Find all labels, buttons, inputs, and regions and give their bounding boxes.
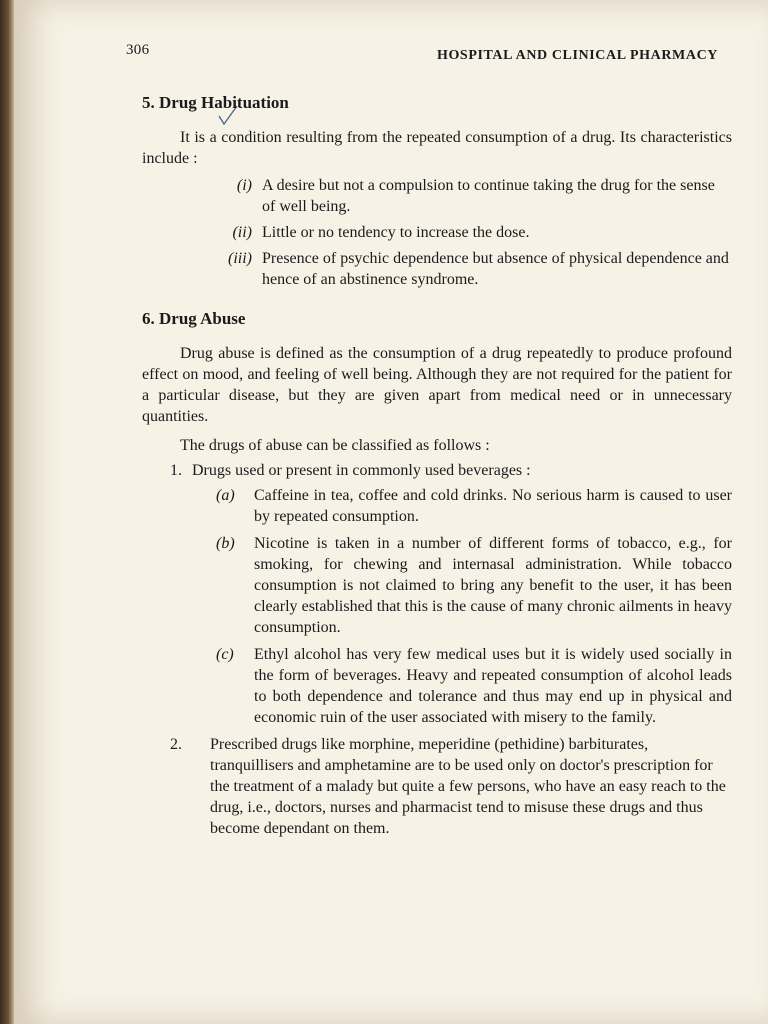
list-item [170,460,732,728]
running-title: HOSPITAL AND CLINICAL PHARMACY [436,48,718,63]
item-text: Presence of psychic dependence but absence of physical dependence and hence of an abstinence syndrome. [262,250,729,288]
page-header [126,42,718,66]
item-number: (c) [216,646,234,663]
section-heading: 5. Drug Habituation [142,93,289,112]
item-number: (i) [236,177,252,194]
list-item [220,175,732,217]
characteristics-list [220,175,732,290]
classification-list [170,460,732,839]
page-content [142,92,732,857]
item-text: Drugs used or present in commonly used beverages : [192,462,531,479]
sub-list-item [216,533,732,638]
classification-intro: The drugs of abuse can be classified as follows : [180,437,490,454]
page-number: 306 [126,42,150,58]
item-number: 2. [170,736,182,753]
item-text: Ethyl alcohol has very few medical uses but it is widely used socially in the form of beverages. Heavy and repeated consumption of alcohol leads to both dependence and tolerance and thus may end up in physical and economic ruin of the user associated with misery to the family. [254,646,732,726]
section-drug-abuse [142,308,732,839]
item-text: A desire but not a compulsion to continue taking the drug for the sense of well being. [262,177,715,215]
book-binding-edge [0,0,14,1024]
section-intro: Drug abuse is defined as the consumption of a drug repeatedly to produce profound effect on mood, and feeling of well being. Although they are not required for the patient for a particular disease, but they are given apart from medical need or in unnecessary quantities. [142,345,732,425]
section-intro: It is a condition resulting from the repeated consumption of a drug. Its characteristics include : [142,129,732,167]
list-item [170,734,732,839]
item-number: (a) [216,487,235,504]
item-number: (b) [216,535,235,552]
item-number: (ii) [232,224,252,241]
item-text: Nicotine is taken in a number of different forms of tobacco, e.g., for smoking, for chewing and internasal administration. While tobacco consumption is not claimed to bring any benefit to the user, it has been clearly established that this is the cause of many chronic ailments in heavy consumption. [254,535,732,636]
sub-list-item [216,644,732,728]
book-page [14,0,768,1024]
list-item [220,248,732,290]
item-text: Caffeine in tea, coffee and cold drinks. No serious harm is caused to user by repeated consumption. [254,487,732,525]
beverage-drugs-list [216,485,732,728]
section-drug-habituation [142,92,732,290]
item-text: Little or no tendency to increase the dose. [262,224,530,241]
item-number: 1. [170,462,182,479]
item-text: Prescribed drugs like morphine, meperidine (pethidine) barbiturates, tranquillisers and amphetamine are to be used only on doctor's prescription for the treatment of a malady but quite a few persons, who have an easy reach to the drug, i.e., doctors, nurses and pharmacist tend to misuse these drugs and thus become dependant on them. [210,736,726,837]
item-number: (iii) [228,250,252,267]
sub-list-item [216,485,732,527]
list-item [220,222,732,243]
section-heading: 6. Drug Abuse [142,309,246,328]
